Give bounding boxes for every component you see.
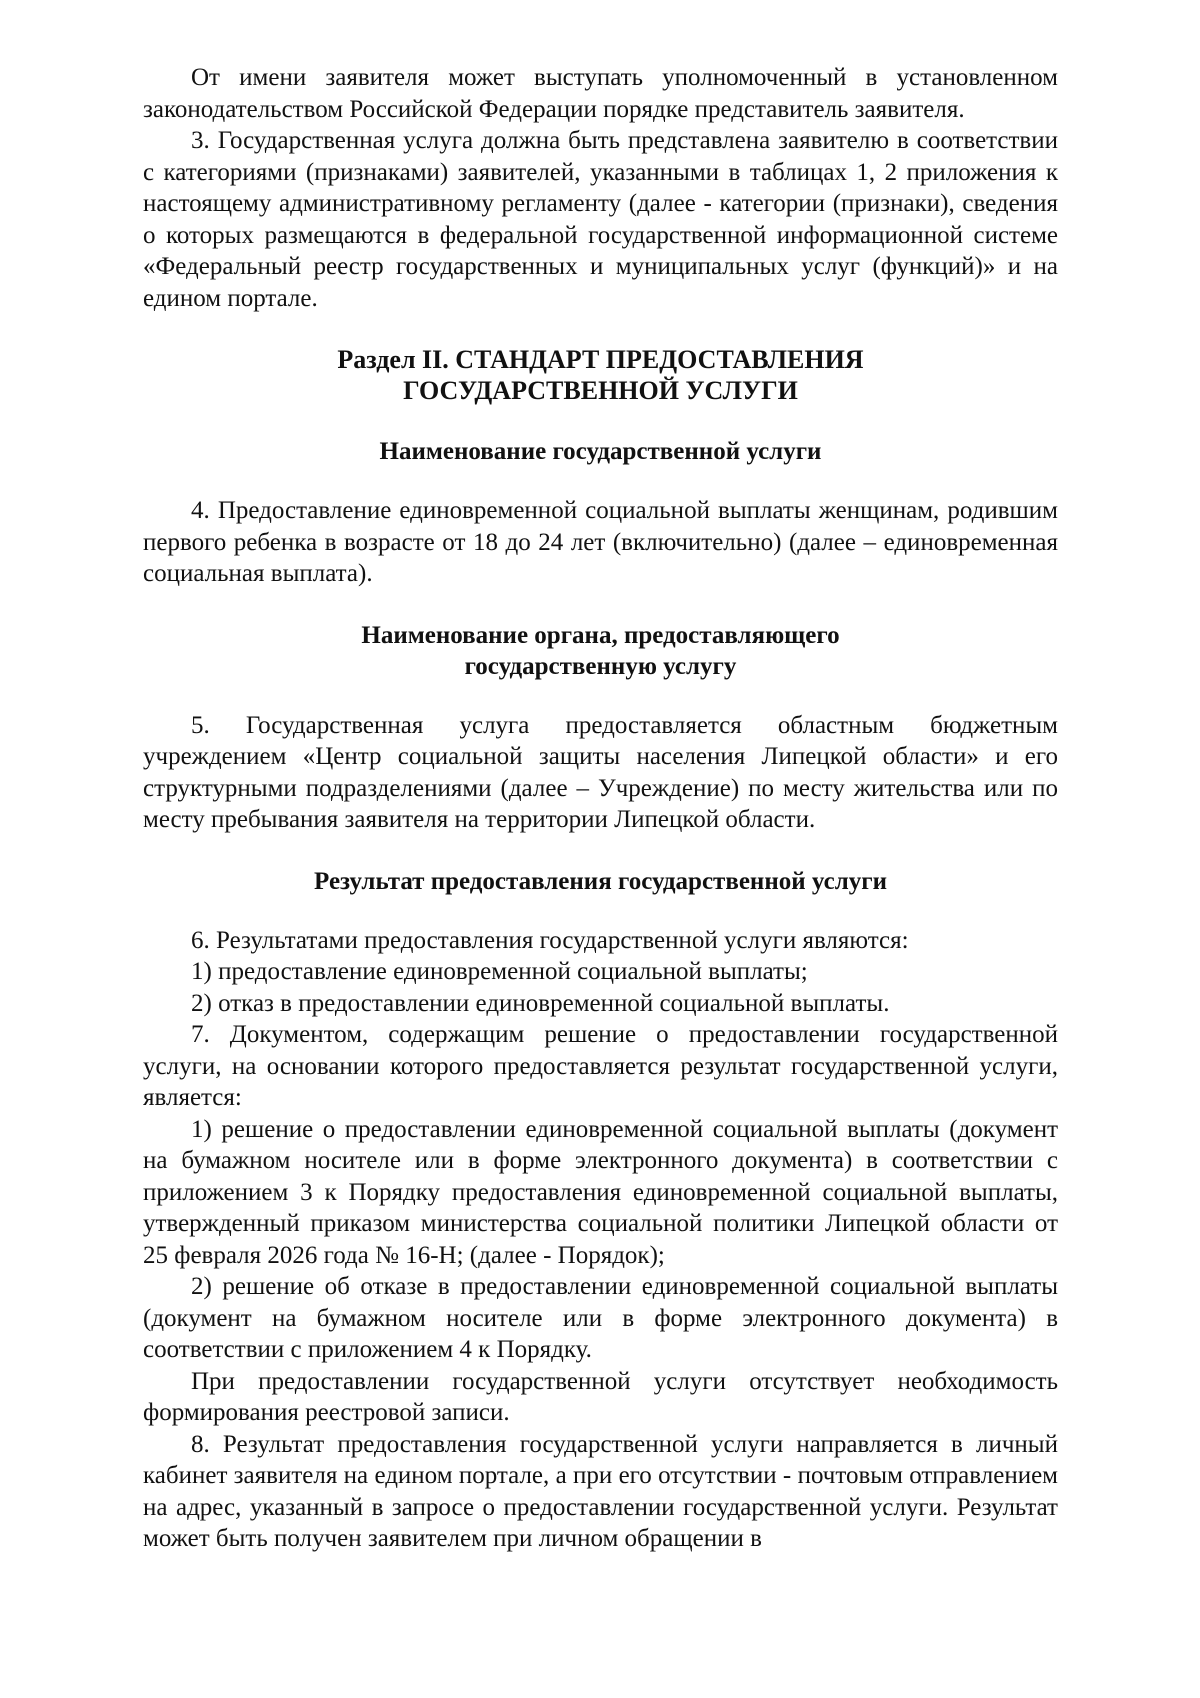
paragraph-7-registry-note: При предоставлении государственной услуги отсутствует необходимость формирования реестровой записи. — [143, 1367, 1058, 1426]
section-title-line1: Раздел II. СТАНДАРТ ПРЕДОСТАВЛЕНИЯ — [337, 345, 864, 374]
paragraph-6-item-2: 2) отказ в предоставлении единовременной социальной выплаты. — [191, 989, 890, 1017]
heading-service-name: Наименование государственной услуги — [379, 438, 822, 465]
heading-authority-line2: государственную услугу — [464, 652, 737, 680]
paragraph-3: 3. Государственная услуга должна быть представлена заявителю в соответствии с категориями (признаками) заявителей, указанными в таблицах 1, 2 приложения к настоящему административному регламенту (далее - категории (признаки), сведения о которых размещаются в федеральной государственной информационной системе «Федеральный реестр государственных и муниципальных услуг (функций)» и на едином портале. — [143, 127, 1058, 312]
paragraph-6-item-1: 1) предоставление единовременной социальной выплаты; — [191, 958, 808, 985]
paragraph-representative: От имени заявителя может выступать уполномоченный в установленном законодательством Российской Федерации порядке представитель заявителя. — [143, 64, 1058, 123]
paragraph-7: 7. Документом, содержащим решение о предоставлении государственной услуги, на основании которого предоставляется результат государственной услуги, является: — [143, 1021, 1058, 1111]
paragraph-4: 4. Предоставление единовременной социальной выплаты женщинам, родившим первого ребенка в возрасте от 18 до 24 лет (включительно) (далее – единовременная социальная выплата). — [143, 497, 1058, 587]
paragraph-8: 8. Результат предоставления государственной услуги направляется в личный кабинет заявителя на едином портале, а при его отсутствии - почтовым отправлением на адрес, указанный в запросе о предоставлении государственной услуги. Результат может быть получен заявителем при личном обращении в — [143, 1430, 1058, 1552]
paragraph-7-item-2: 2) решение об отказе в предоставлении единовременной социальной выплаты (документ на бумажном носителе или в форме электронного документа) в соответствии с приложением 4 к Порядку. — [143, 1273, 1058, 1363]
heading-authority — [143, 620, 1058, 682]
paragraph-5: 5. Государственная услуга предоставляется областным бюджетным учреждением «Центр социальной защиты населения Липецкой области» и его структурными подразделениями (далее – Учреждение) по месту жительства или по месту пребывания заявителя на территории Липецкой области. — [143, 711, 1058, 833]
paragraph-7-item-1: 1) решение о предоставлении единовременной социальной выплаты (документ на бумажном носителе или в форме электронного документа) в соответствии с приложением 3 к Порядку предоставления единовременной социальной выплаты, утвержденный приказом министерства социальной политики Липецкой области от 25 февраля 2026 года № 16-Н; (далее - Порядок); — [143, 1115, 1058, 1269]
heading-authority-line1: Наименование органа, предоставляющего — [361, 621, 840, 649]
heading-result: Результат предоставления государственной услуги — [314, 867, 887, 895]
document-page — [143, 62, 1058, 1555]
section-title — [143, 344, 1058, 406]
paragraph-6: 6. Результатами предоставления государственной услуги являются: — [191, 926, 909, 954]
section-title-line2: ГОСУДАРСТВЕННОЙ УСЛУГИ — [403, 376, 798, 405]
